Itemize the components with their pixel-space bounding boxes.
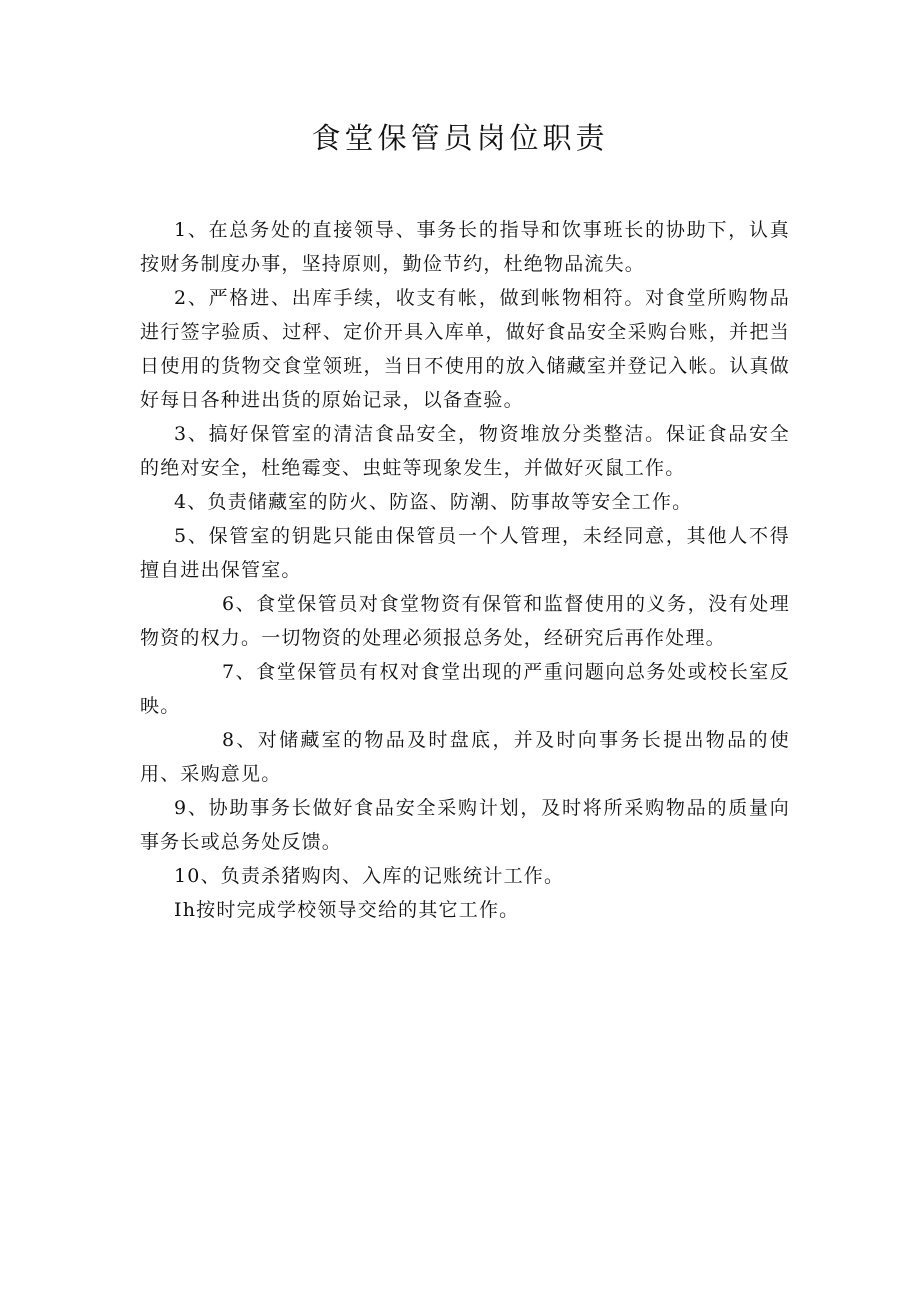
paragraph-6: 6、食堂保管员对食堂物资有保管和监督使用的义务，没有处理物资的权力。一切物资的处理必须报总务处，经研究后再作处理。: [140, 593, 790, 649]
paragraph-3: 3、搞好保管室的清洁食品安全，物资堆放分类整洁。保证食品安全的绝对安全，杜绝霉变、虫蛀等现象发生，并做好灭鼠工作。: [140, 423, 790, 479]
paragraph-4: 4、负责储藏室的防火、防盗、防潮、防事故等安全工作。: [174, 491, 693, 513]
paragraph-10: 10、负责杀猪购肉、入库的记账统计工作。: [174, 865, 565, 887]
document-body: [140, 213, 790, 927]
paragraph-2: 2、严格进、出库手续，收支有帐，做到帐物相符。对食堂所购物品进行签字验质、过秤、定价开具入库单，做好食品安全采购台账，并把当日使用的货物交食堂领班，当日不使用的放入储藏室并登记入帐。认真做好每日各种进出货的原始记录，以备查验。: [140, 287, 790, 411]
document-title: 食堂保管员岗位职责: [311, 121, 609, 155]
paragraph-7: 7、食堂保管员有权对食堂出现的严重问题向总务处或校长室反映。: [140, 661, 790, 717]
paragraph-1: 1、在总务处的直接领导、事务长的指导和饮事班长的协助下，认真按财务制度办事，坚持原则，勤俭节约，杜绝物品流失。: [140, 219, 790, 275]
paragraph-9: 9、协助事务长做好食品安全采购计划，及时将所采购物品的质量向事务长或总务处反馈。: [140, 797, 790, 853]
paragraph-8: 8、对储藏室的物品及时盘底，并及时向事务长提出物品的使用、采购意见。: [140, 729, 790, 785]
paragraph-11: Ih按时完成学校领导交给的其它工作。: [174, 899, 520, 921]
paragraph-5: 5、保管室的钥匙只能由保管员一个人管理，未经同意，其他人不得擅自进出保管室。: [140, 525, 790, 581]
